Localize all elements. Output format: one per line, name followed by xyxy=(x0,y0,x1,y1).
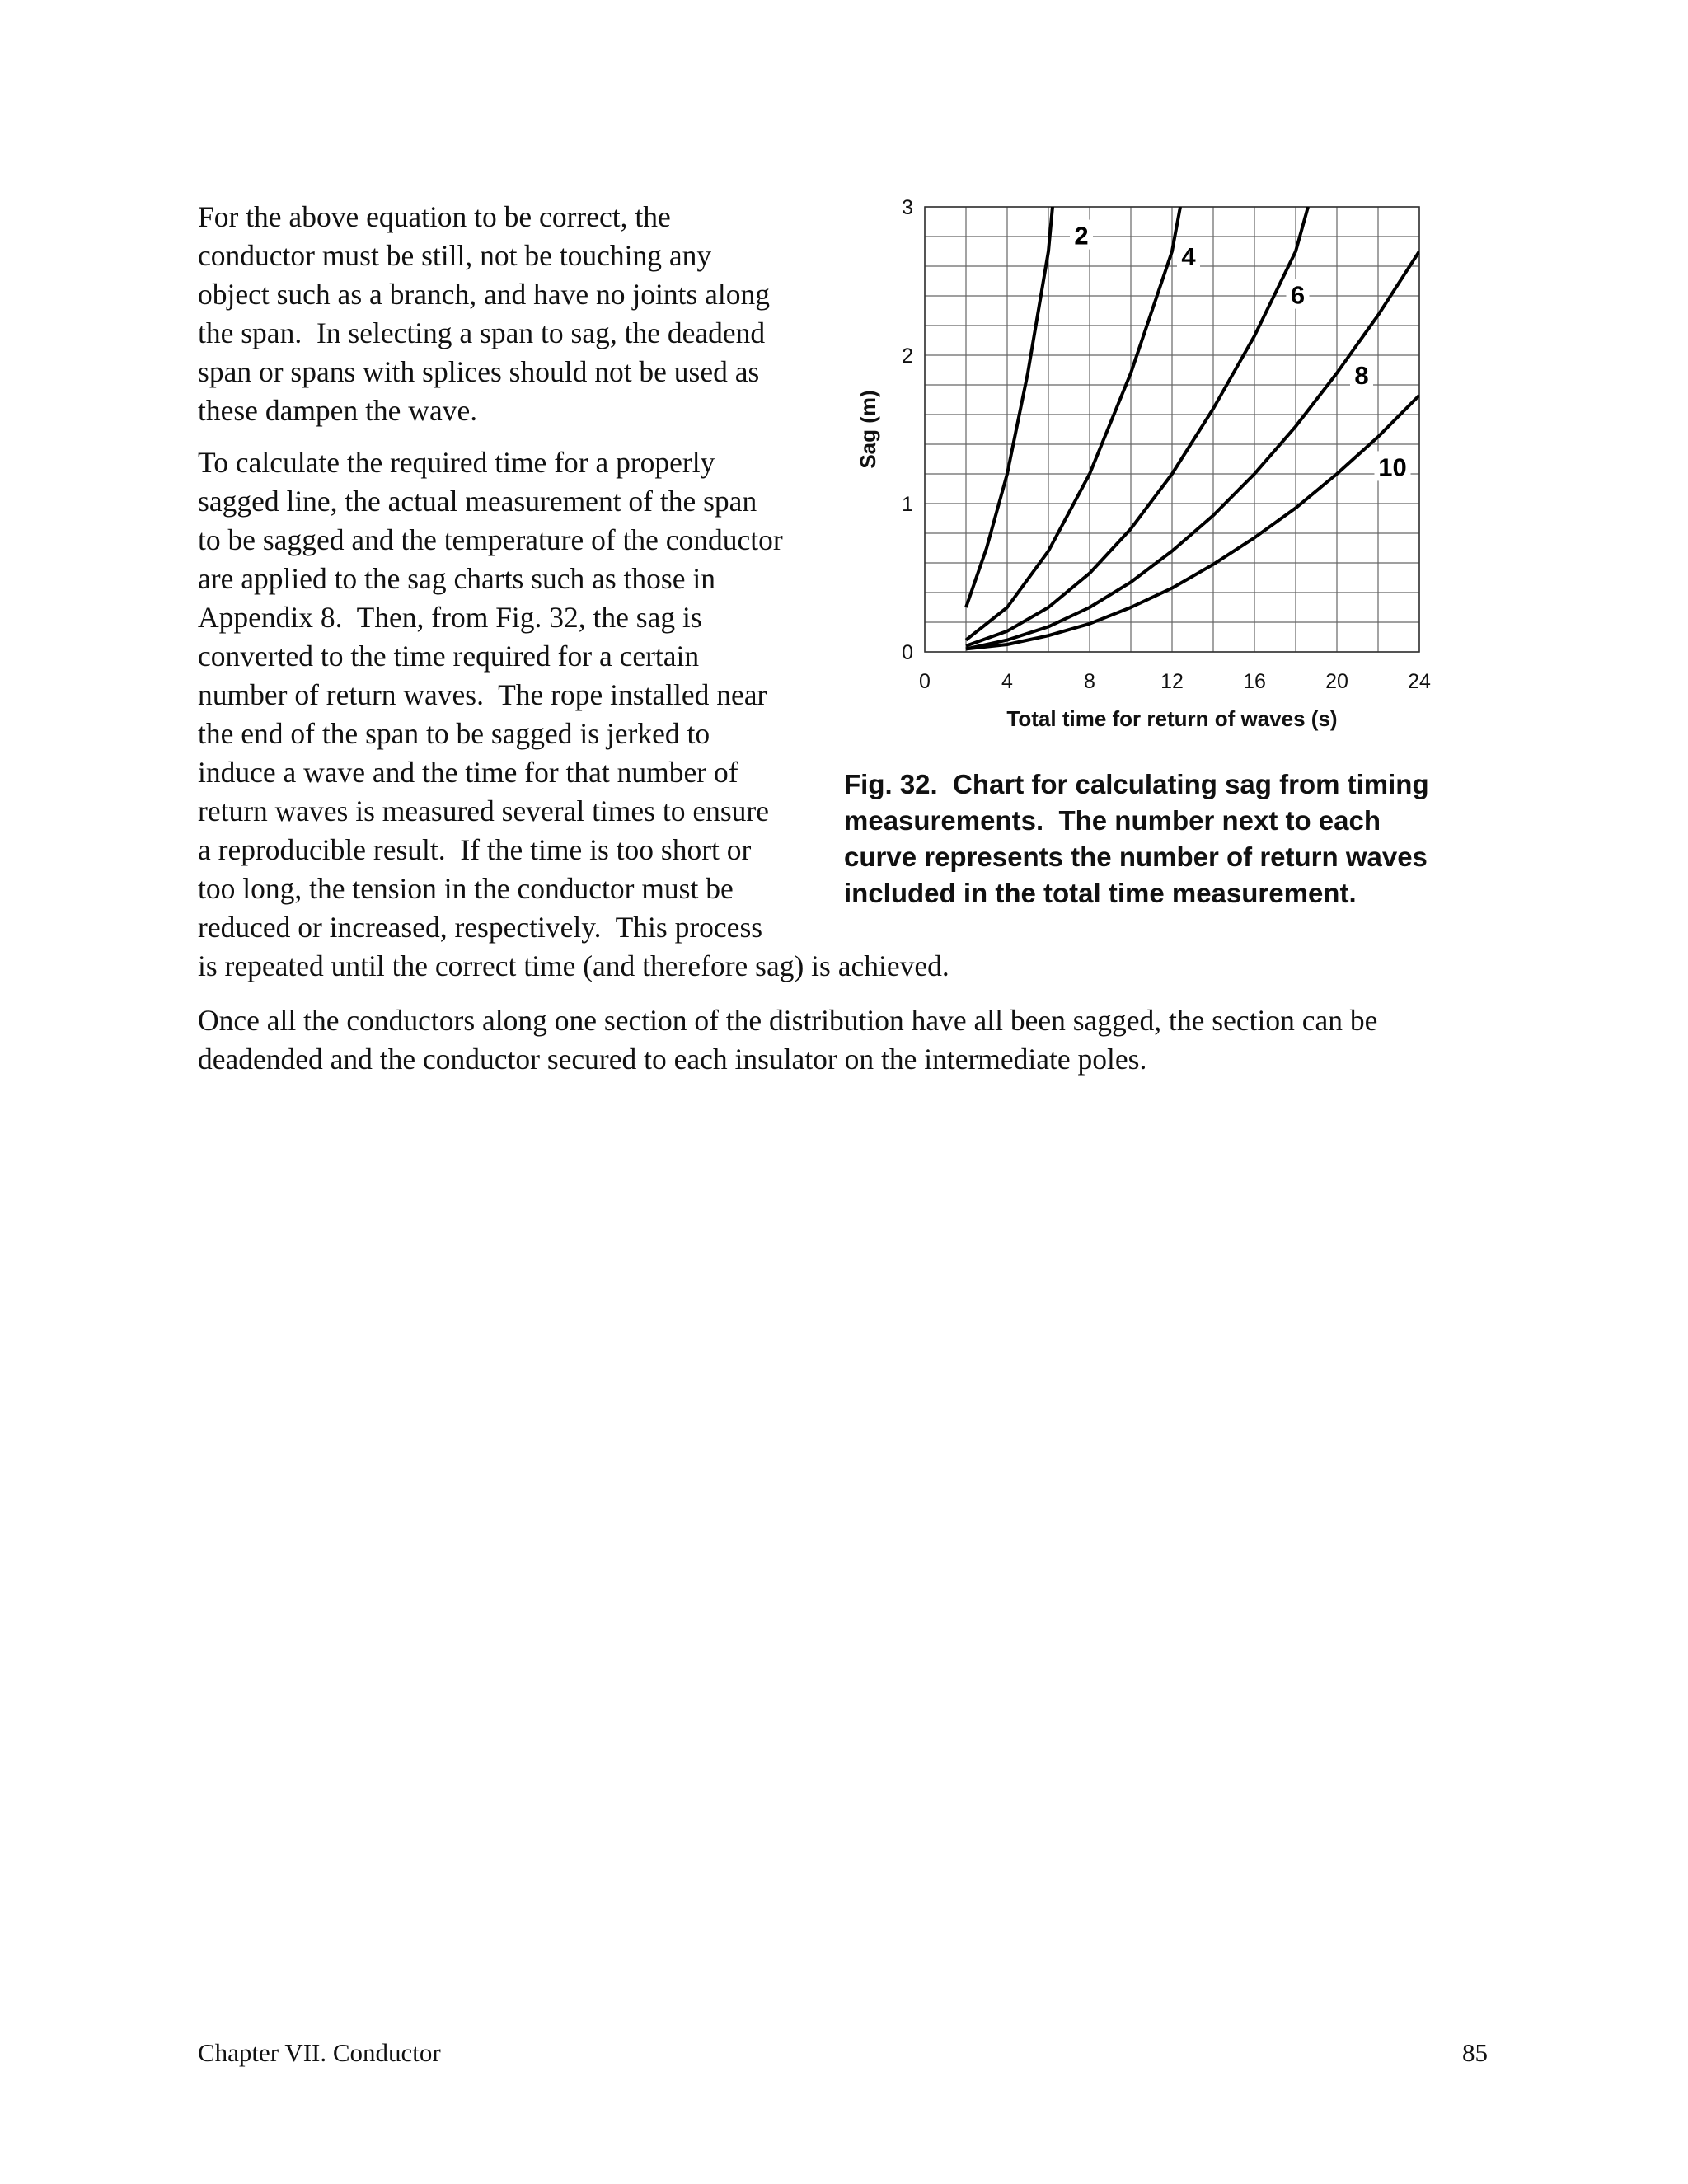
y-tick-label: 3 xyxy=(902,196,913,219)
y-tick-label: 1 xyxy=(902,493,913,516)
x-tick-label: 4 xyxy=(1001,670,1013,693)
curve-4-waves xyxy=(966,207,1180,640)
x-tick-label: 20 xyxy=(1325,670,1348,693)
text-line: to be sagged and the temperature of the conductor xyxy=(198,523,783,556)
text-line: are applied to the sag charts such as those in xyxy=(198,562,715,595)
text-line: too long, the tension in the conductor must be xyxy=(198,872,734,905)
paragraph-deadending xyxy=(198,1001,1484,1079)
text-line: number of return waves. The rope installed near xyxy=(198,678,767,711)
x-tick-label: 12 xyxy=(1160,670,1184,693)
text-line: Once all the conductors along one section of the distribution have all been sagged, the section can be xyxy=(198,1004,1378,1037)
text-line: the span. In selecting a span to sag, the deadend xyxy=(198,316,766,349)
x-tick-label: 0 xyxy=(919,670,931,693)
series-label-10: 10 xyxy=(1378,452,1407,482)
chart-axes xyxy=(856,196,1431,731)
y-tick-label: 0 xyxy=(902,641,913,664)
text-line: converted to the time required for a certain xyxy=(198,640,700,673)
y-axis-label: Sag (m) xyxy=(856,390,880,469)
text-line: these dampen the wave. xyxy=(198,394,478,427)
x-tick-label: 8 xyxy=(1084,670,1095,693)
text-line: induce a wave and the time for that number of xyxy=(198,756,738,789)
text-line: is repeated until the correct time (and therefore sag) is achieved. xyxy=(198,949,950,982)
text-line: For the above equation to be correct, the xyxy=(198,200,671,233)
text-line: Appendix 8. Then, from Fig. 32, the sag is xyxy=(198,601,702,634)
caption-line: Fig. 32. Chart for calculating sag from timing xyxy=(844,769,1429,799)
y-tick-label: 2 xyxy=(902,344,913,368)
text-line: conductor must be still, not be touching any xyxy=(198,239,712,272)
x-tick-label: 16 xyxy=(1243,670,1266,693)
paragraph-sagging-conditions xyxy=(198,198,824,430)
text-line: To calculate the required time for a properly xyxy=(198,446,715,479)
text-line: reduced or increased, respectively. This process xyxy=(198,911,763,944)
text-line: object such as a branch, and have no joints along xyxy=(198,278,771,311)
chart-series-labels xyxy=(1070,220,1411,482)
curve-8-waves xyxy=(966,251,1419,649)
series-label-2: 2 xyxy=(1074,221,1089,251)
curve-10-waves xyxy=(966,396,1419,649)
text-line: span or spans with splices should not be used as xyxy=(198,355,760,388)
figure-32 xyxy=(832,185,1459,1010)
caption-line: included in the total time measurement. xyxy=(844,878,1357,908)
chart-series xyxy=(966,207,1419,649)
text-line: the end of the span to be sagged is jerked to xyxy=(198,717,710,750)
series-label-6: 6 xyxy=(1290,280,1306,310)
x-tick-label: 24 xyxy=(1408,670,1431,693)
figure-caption xyxy=(844,766,1454,912)
x-axis-label: Total time for return of waves (s) xyxy=(1006,706,1338,731)
footer-page-number: 85 xyxy=(1462,2038,1488,2067)
series-label-4: 4 xyxy=(1181,241,1196,271)
text-line: deadended and the conductor secured to each insulator on the intermediate poles. xyxy=(198,1043,1147,1076)
sag-timing-chart xyxy=(832,185,1459,762)
curve-2-waves xyxy=(966,207,1053,607)
chart-grid xyxy=(925,207,1419,652)
caption-line: measurements. The number next to each xyxy=(844,805,1381,836)
series-label-8: 8 xyxy=(1354,360,1369,390)
text-line: a reproducible result. If the time is too short or xyxy=(198,833,752,866)
caption-line: curve represents the number of return waves xyxy=(844,841,1428,872)
text-line: sagged line, the actual measurement of the span xyxy=(198,485,757,518)
footer-chapter-title: Chapter VII. Conductor xyxy=(198,2038,441,2067)
text-line: return waves is measured several times to ensure xyxy=(198,794,769,827)
